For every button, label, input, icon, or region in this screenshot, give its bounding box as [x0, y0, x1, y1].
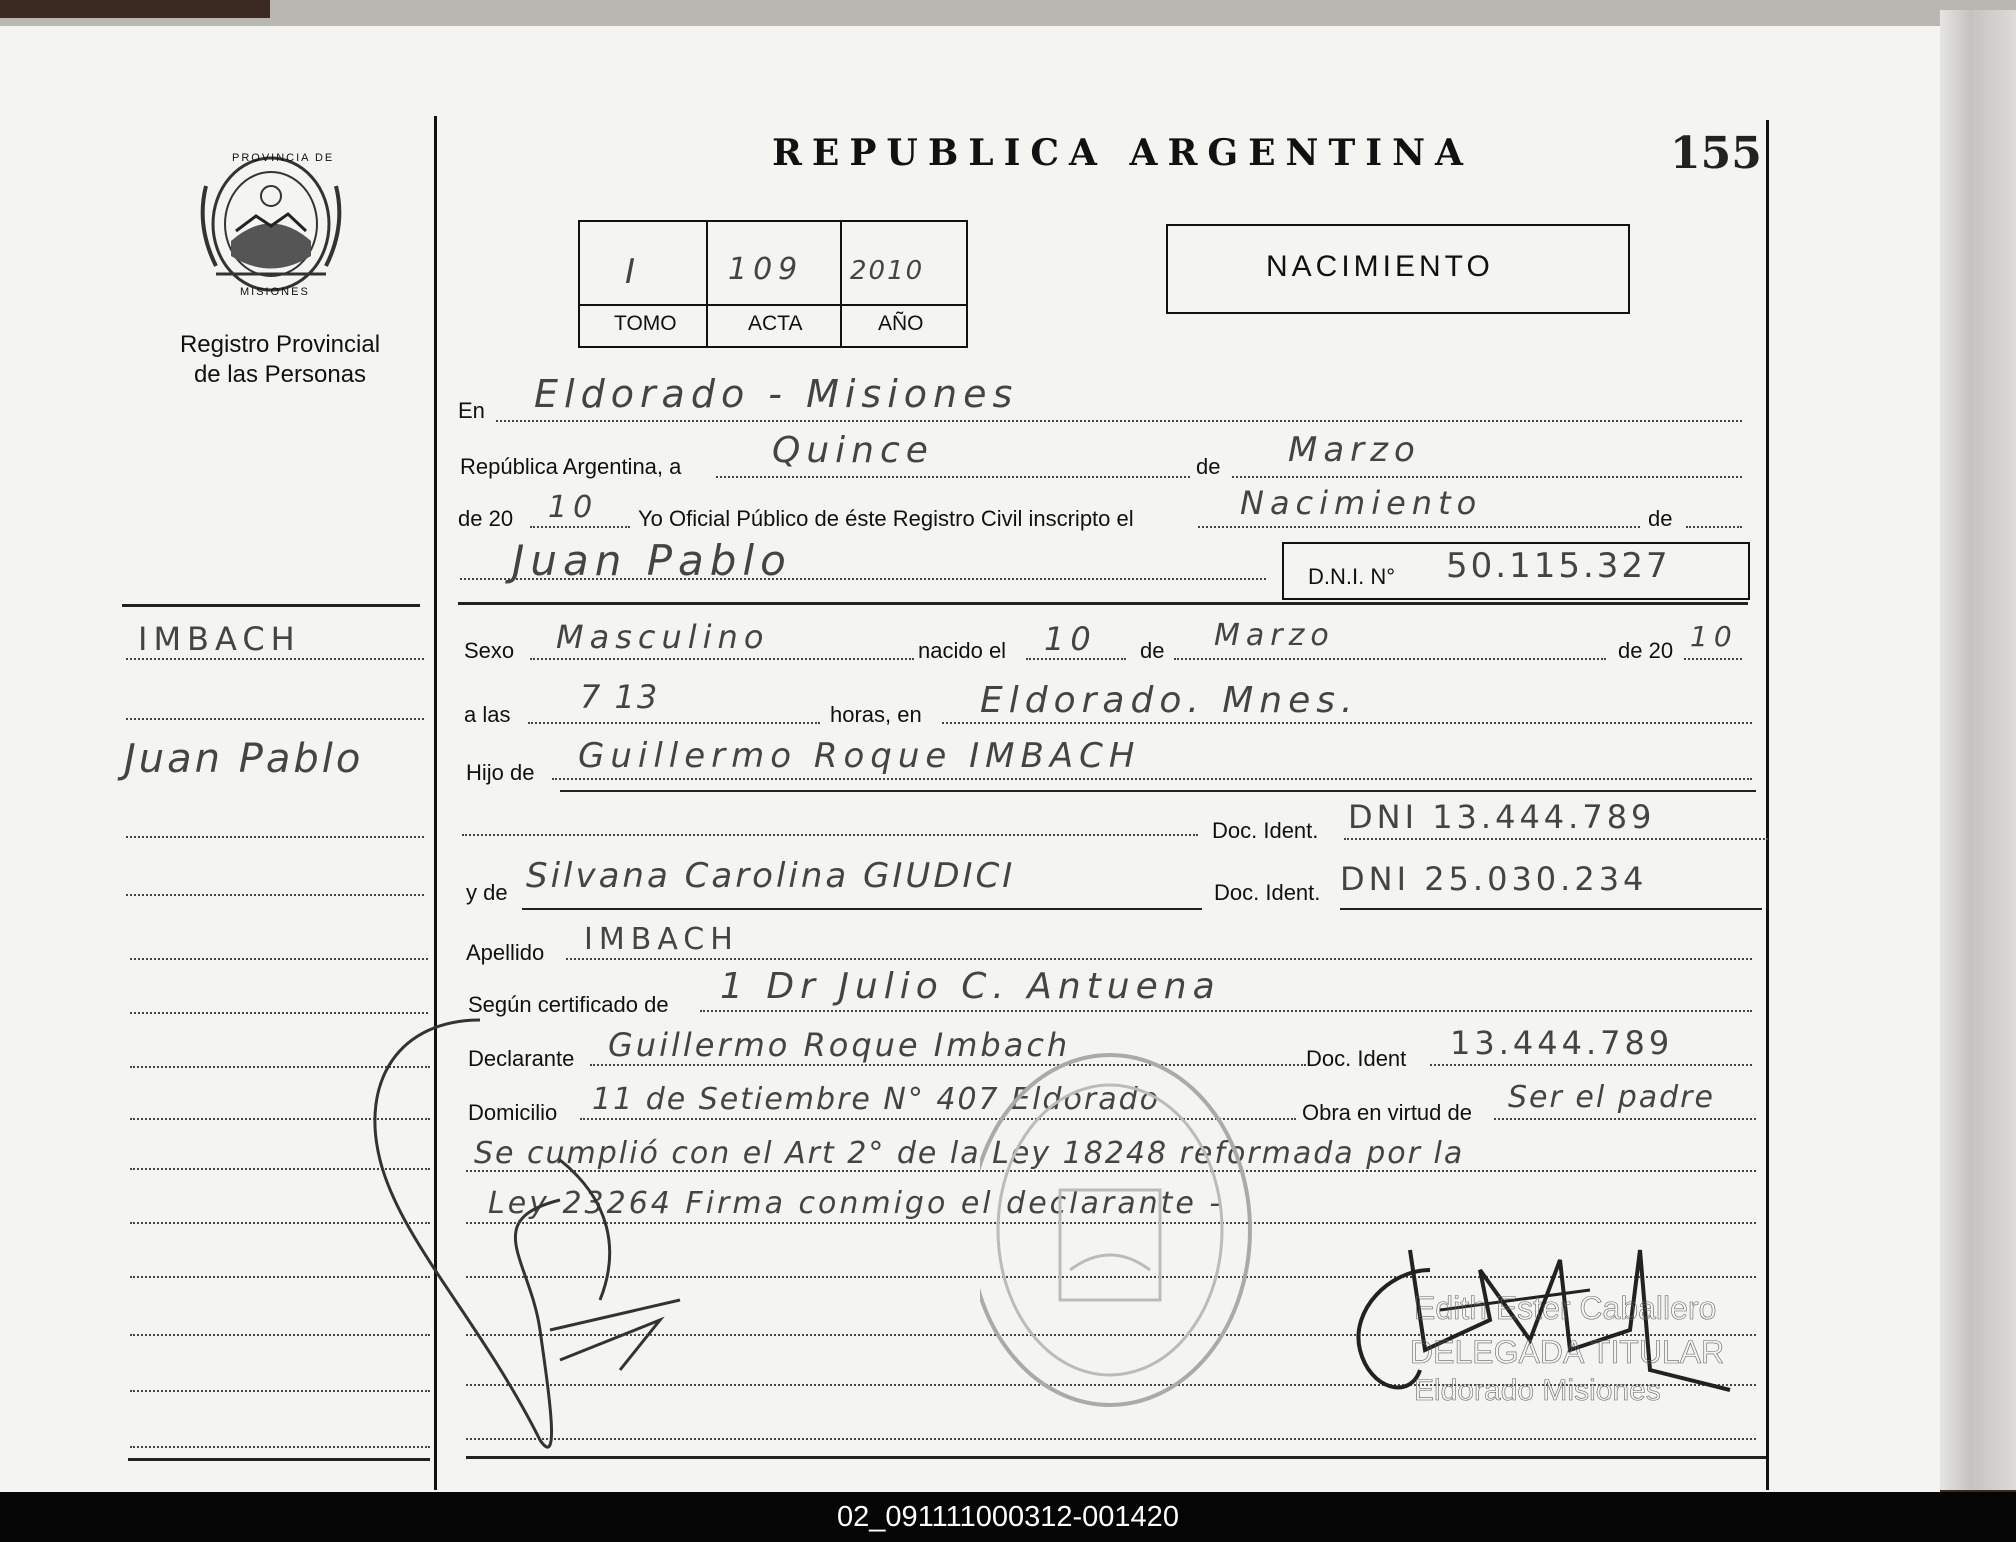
doc-ident-label2: Doc. Ident. — [1214, 880, 1321, 905]
nota-linea1: Se cumplió con el Art 2° de la Ley 18248 reformada por la — [474, 1136, 1465, 1171]
book-corner — [0, 0, 270, 18]
nacido-mes-line — [1174, 658, 1606, 660]
nombre-value: Juan Pablo — [512, 536, 792, 585]
doc-ident-label3: Doc. Ident — [1306, 1046, 1407, 1071]
tomo-value: I — [625, 252, 642, 292]
nacido-dia: 10 — [1044, 620, 1097, 658]
side-line — [126, 658, 424, 660]
obra-line — [1494, 1118, 1756, 1120]
domicilio-label: Domicilio — [468, 1100, 558, 1125]
apellido-label: Apellido — [466, 940, 545, 965]
en-line — [496, 420, 1742, 422]
side-line — [130, 958, 428, 960]
right-border — [1766, 120, 1769, 1490]
de-line2 — [1686, 526, 1742, 528]
anio-value: 2010 — [850, 256, 925, 286]
anio-inscripcion: 10 — [548, 490, 599, 525]
acta-label: ACTA — [748, 312, 803, 335]
side-given-name: Juan Pablo — [124, 736, 364, 782]
nacido-dia-line — [1026, 658, 1126, 660]
sexo-line — [530, 658, 914, 660]
declarante-value: Guillermo Roque Imbach — [608, 1026, 1071, 1064]
page-number: 155 — [1670, 128, 1762, 179]
stamp-location: Eldorado Misiones — [1414, 1374, 1661, 1407]
side-line — [126, 836, 424, 838]
declarante-label: Declarante — [468, 1046, 575, 1071]
ref-divider-h — [578, 304, 966, 306]
en-label: En — [458, 398, 485, 423]
side-line — [126, 718, 424, 720]
hora-value: 7 13 — [580, 678, 660, 716]
anio-label: AÑO — [878, 312, 924, 335]
declarant-signature-icon — [360, 1000, 720, 1485]
hora-line — [528, 722, 820, 724]
side-top-rule — [122, 604, 420, 607]
record-type: NACIMIENTO — [1266, 250, 1494, 283]
logo-text-bottom: MISIONES — [240, 286, 310, 298]
declarante-doc: 13.444.789 — [1450, 1024, 1674, 1062]
de-label: de — [1196, 454, 1221, 479]
sexo-label: Sexo — [464, 638, 515, 663]
declarante-doc-line — [1430, 1064, 1752, 1066]
obra-value: Ser el padre — [1508, 1080, 1715, 1115]
lugar-value: Eldorado. Mnes. — [980, 680, 1359, 721]
section-rule-1 — [458, 602, 1748, 605]
mes-line — [1232, 476, 1742, 478]
anio-line — [530, 526, 630, 528]
madre-rule — [522, 908, 1202, 910]
side-line — [126, 894, 424, 896]
horas-label: horas, en — [830, 702, 922, 727]
certificado-line — [700, 1010, 1752, 1012]
certificado-value: 1 Dr Julio C. Antuena — [720, 966, 1221, 1007]
de20-label: de 20 — [458, 506, 514, 531]
acta-value: 109 — [728, 252, 804, 287]
nota-linea2: Ley 23264 Firma conmigo el declarante - — [488, 1186, 1224, 1221]
yde-label: y de — [466, 880, 508, 905]
apellido-line — [566, 958, 1752, 960]
sexo-value: Masculino — [556, 618, 770, 656]
madre-doc-rule — [1340, 908, 1762, 910]
nacido-label: nacido el — [918, 638, 1007, 663]
mes-value: Marzo — [1288, 430, 1421, 470]
stamp-title: DELEGADA TITULAR — [1410, 1334, 1725, 1370]
segun-label: Según certificado de — [468, 992, 669, 1017]
domicilio-value: 11 de Setiembre N° 407 Eldorado — [592, 1082, 1160, 1117]
madre-value: Silvana Carolina GIUDICI — [526, 856, 1016, 896]
nacido-mes: Marzo — [1214, 618, 1335, 653]
side-surname: IMBACH — [138, 620, 301, 658]
dia-value: Quince — [772, 430, 934, 471]
nacido-anio-line — [1684, 658, 1742, 660]
padre-doc-line — [1344, 838, 1768, 840]
registry-name-line1: Registro Provincial — [179, 331, 381, 358]
official-seal-icon — [980, 1040, 1280, 1435]
inscripto-line — [1198, 526, 1640, 528]
document-title: REPUBLICA ARGENTINA — [772, 132, 1473, 174]
dni-value: 50.115.327 — [1446, 546, 1671, 586]
tomo-label: TOMO — [614, 312, 677, 335]
dni-label: D.N.I. N° — [1308, 564, 1396, 589]
ref-divider-1 — [706, 220, 708, 346]
padre-line — [552, 778, 1752, 780]
de-label2: de — [1648, 506, 1673, 531]
en-value: Eldorado - Misiones — [534, 372, 1019, 416]
dia-line — [716, 476, 1190, 478]
padre-rule — [560, 790, 1756, 792]
apellido-value: IMBACH — [584, 922, 739, 957]
registry-name-line2: de las Personas — [193, 361, 367, 388]
doc-ident-label: Doc. Ident. — [1212, 818, 1319, 843]
de-label3: de — [1140, 638, 1165, 663]
de20-label2: de 20 — [1618, 638, 1674, 663]
padre-doc-blank-line — [462, 834, 1198, 836]
ref-divider-2 — [840, 220, 842, 346]
obra-label: Obra en virtud de — [1302, 1100, 1472, 1125]
hijo-label: Hijo de — [466, 760, 535, 785]
padre-doc: DNI 13.444.789 — [1348, 798, 1656, 836]
republica-label: República Argentina, a — [460, 454, 682, 479]
image-caption: 02_091111000312-001420 — [837, 1501, 1179, 1533]
lugar-line — [942, 722, 1752, 724]
nacido-anio: 10 — [1690, 620, 1738, 653]
registry-name — [150, 330, 410, 390]
oficial-label: Yo Oficial Público de éste Registro Civil inscripto el — [638, 506, 1134, 531]
padre-value: Guillermo Roque IMBACH — [578, 736, 1141, 776]
book-edge — [1940, 10, 2016, 1490]
logo-text-top: PROVINCIA DE — [232, 152, 335, 164]
madre-doc: DNI 25.030.234 — [1340, 860, 1648, 898]
stamp-name: Edith Ester Caballero — [1414, 1290, 1717, 1326]
alas-label: a las — [464, 702, 511, 727]
inscripto-value: Nacimiento — [1240, 484, 1483, 522]
